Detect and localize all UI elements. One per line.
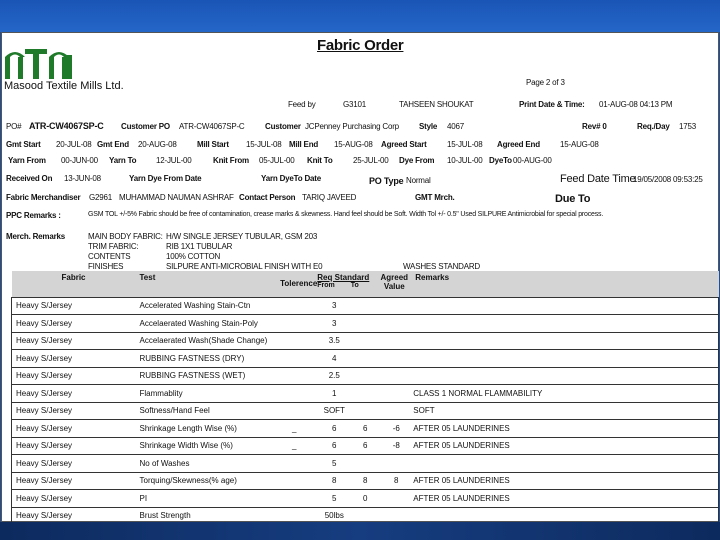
table-row [12, 315, 719, 333]
agreed-start-label: Agreed Start [381, 140, 427, 149]
header-tolerence: Tolerence [280, 279, 318, 289]
feed-date-time: 19/05/2008 09:53:25 [633, 175, 703, 184]
ppc-remarks: GSM TOL +/-5% Fabric should be free of contamination, crease marks & skewness. Hand feel should be Soft. Width Tol +/- 0.5" Used SILPURE Antimicrobial for special process. [88, 211, 604, 218]
cell-remarks [409, 350, 718, 368]
company-name: Masood Textile Mills Ltd. [4, 80, 124, 92]
cell-req-to [347, 385, 379, 403]
cell-agreed-value: -8 [379, 437, 409, 455]
slide-top-band [0, 0, 720, 32]
cell-req-from: 3 [317, 297, 347, 315]
received-on: 13-JUN-08 [64, 174, 101, 183]
cell-remarks: AFTER 05 LAUNDERINES [409, 490, 718, 508]
mill-end-label: Mill End [289, 140, 319, 149]
cell-test: Flammablity [136, 385, 268, 403]
cell-req-from: 6 [317, 437, 347, 455]
po-label: PO# [6, 122, 22, 131]
main-body-fabric-label: MAIN BODY FABRIC: [88, 232, 163, 241]
test-table [11, 271, 719, 525]
cell-remarks [409, 315, 718, 333]
yarn-dye-to-label: Yarn DyeTo Date [261, 174, 321, 183]
cell-tolerence: _ [267, 437, 317, 455]
dye-from-label: Dye From [399, 156, 435, 165]
cell-req-from: 50lbs [317, 507, 347, 525]
revision: Rev# 0 [582, 122, 607, 131]
contents-label: CONTENTS [88, 252, 131, 261]
header-fabric: Fabric [61, 273, 86, 282]
ppc-remarks-label: PPC Remarks : [6, 211, 61, 220]
cell-req-to [347, 350, 379, 368]
cell-req-from: 5 [317, 455, 347, 473]
cell-test: Shrinkage Width Wise (%) [136, 437, 268, 455]
dye-to: 00-AUG-00 [513, 156, 552, 165]
cell-agreed-value [379, 490, 409, 508]
table-row [12, 350, 719, 368]
gmt-start: 20-JUL-08 [56, 140, 92, 149]
fabric-order-document [1, 32, 719, 522]
cell-req-to: 6 [347, 437, 379, 455]
cell-test: RUBBING FASTNESS (DRY) [136, 350, 268, 368]
print-date-label: Print Date & Time: [519, 100, 585, 109]
cell-test: Accelaerated Washing Stain-Poly [136, 315, 268, 333]
cell-fabric: Heavy S/Jersey [12, 437, 136, 455]
table-row [12, 490, 719, 508]
table-row [12, 420, 719, 438]
dye-from: 10-JUL-00 [447, 156, 483, 165]
customer-po: ATR-CW4067SP-C [179, 122, 245, 131]
cell-remarks [409, 367, 718, 385]
feed-by-name: TAHSEEN SHOUKAT [399, 100, 474, 109]
cell-fabric: Heavy S/Jersey [12, 402, 136, 420]
table-row [12, 385, 719, 403]
cell-fabric: Heavy S/Jersey [12, 350, 136, 368]
cell-req-from: 6 [317, 420, 347, 438]
cell-fabric: Heavy S/Jersey [12, 490, 136, 508]
feed-by-code: G3101 [343, 100, 367, 109]
table-row [12, 332, 719, 350]
contact-person: TARIQ JAVEED [302, 193, 357, 202]
yarn-to-label: Yarn To [109, 156, 137, 165]
gmt-end: 20-AUG-08 [138, 140, 177, 149]
table-row [12, 367, 719, 385]
po-type-label: PO Type [369, 176, 404, 186]
cell-req-from: 5 [317, 490, 347, 508]
cell-agreed-value [379, 385, 409, 403]
fabric-merchandiser-label: Fabric Merchandiser [6, 193, 81, 202]
finishes-label: FINISHES [88, 262, 124, 271]
cell-req-to [347, 367, 379, 385]
cell-fabric: Heavy S/Jersey [12, 472, 136, 490]
cell-req-to [347, 402, 379, 420]
cell-fabric: Heavy S/Jersey [12, 367, 136, 385]
cell-req-to: 8 [347, 472, 379, 490]
yarn-from-label: Yarn From [8, 156, 46, 165]
cell-tolerence [267, 402, 317, 420]
cell-remarks: SOFT [409, 402, 718, 420]
cell-remarks [409, 332, 718, 350]
cell-test: No of Washes [136, 455, 268, 473]
cell-agreed-value: -6 [379, 420, 409, 438]
cell-agreed-value [379, 367, 409, 385]
cell-tolerence [267, 472, 317, 490]
contents: 100% COTTON [166, 252, 221, 261]
table-row [12, 437, 719, 455]
cell-fabric: Heavy S/Jersey [12, 297, 136, 315]
cell-tolerence [267, 297, 317, 315]
cell-test: Brust Strength [136, 507, 268, 525]
slide-bottom-band [0, 522, 720, 540]
cell-remarks: AFTER 05 LAUNDERINES [409, 472, 718, 490]
req-standard-label: Req Standard [317, 273, 370, 282]
po-type: Normal [406, 176, 431, 185]
print-date-value: 01-AUG-08 04:13 PM [599, 100, 673, 109]
received-on-label: Received On [6, 174, 53, 183]
header-agreed-value [379, 271, 409, 297]
cell-req-to: 6 [347, 420, 379, 438]
cell-req-to [347, 297, 379, 315]
cell-agreed-value [379, 315, 409, 333]
cell-test: Torquing/Skewness(% age) [136, 472, 268, 490]
cell-tolerence [267, 332, 317, 350]
from-label: From [317, 282, 335, 289]
agreed-end: 15-AUG-08 [560, 140, 599, 149]
cell-tolerence [267, 385, 317, 403]
cell-req-to [347, 455, 379, 473]
cell-test: Softness/Hand Feel [136, 402, 268, 420]
table-header [12, 271, 719, 297]
cell-remarks [409, 455, 718, 473]
cell-fabric: Heavy S/Jersey [12, 332, 136, 350]
customer: JCPenney Purchasing Corp [305, 122, 399, 131]
table-row [12, 455, 719, 473]
cell-fabric: Heavy S/Jersey [12, 385, 136, 403]
trim-fabric: RIB 1X1 TUBULAR [166, 242, 233, 251]
agreed-label: Agreed [380, 273, 409, 282]
merchandiser-code: G2961 [89, 193, 113, 202]
cell-fabric: Heavy S/Jersey [12, 315, 136, 333]
cell-fabric: Heavy S/Jersey [12, 420, 136, 438]
mill-start-label: Mill Start [197, 140, 229, 149]
cell-req-from: 1 [317, 385, 347, 403]
cell-remarks [409, 297, 718, 315]
yarn-dye-from-label: Yarn Dye From Date [129, 174, 202, 183]
cell-req-to: 0 [347, 490, 379, 508]
knit-from-label: Knit From [213, 156, 249, 165]
cell-test: Shrinkage Length Wise (%) [136, 420, 268, 438]
gmt-end-label: Gmt End [97, 140, 129, 149]
table-row [12, 402, 719, 420]
cell-req-to [347, 332, 379, 350]
header-req-standard [317, 271, 379, 297]
due-to-label: Due To [555, 193, 591, 205]
cell-agreed-value: 8 [379, 472, 409, 490]
cell-agreed-value [379, 455, 409, 473]
finishes: SILPURE ANTI-MICROBIAL FINISH WITH E0 [166, 262, 323, 271]
agreed-end-label: Agreed End [497, 140, 540, 149]
contact-person-label: Contact Person [239, 193, 296, 202]
cell-remarks: AFTER 05 LAUNDERINES [409, 420, 718, 438]
cell-req-from: SOFT [317, 402, 347, 420]
cell-req-from: 4 [317, 350, 347, 368]
po-number: ATR-CW4067SP-C [29, 121, 104, 131]
merch-remarks-label: Merch. Remarks [6, 232, 66, 241]
knit-to-label: Knit To [307, 156, 333, 165]
cell-req-from: 2.5 [317, 367, 347, 385]
page-title: Fabric Order [317, 37, 404, 54]
gmt-merch-label: GMT Mrch. [415, 193, 455, 202]
page-number: Page 2 of 3 [526, 78, 565, 87]
cell-agreed-value [379, 350, 409, 368]
style-label: Style [419, 122, 438, 131]
cell-test: PI [136, 490, 268, 508]
cell-fabric: Heavy S/Jersey [12, 507, 136, 525]
yarn-to: 12-JUL-00 [156, 156, 192, 165]
cell-tolerence [267, 315, 317, 333]
table-row [12, 472, 719, 490]
mill-start: 15-JUL-08 [246, 140, 282, 149]
mill-end: 15-AUG-08 [334, 140, 373, 149]
cell-tolerence [267, 367, 317, 385]
customer-label: Customer [265, 122, 301, 131]
company-logo [5, 47, 73, 79]
cell-test: RUBBING FASTNESS (WET) [136, 367, 268, 385]
feed-by-label: Feed by [288, 100, 316, 109]
gmt-start-label: Gmt Start [6, 140, 41, 149]
main-body-fabric: H/W SINGLE JERSEY TUBULAR, GSM 203 [166, 232, 318, 241]
washes-standard: WASHES STANDARD [403, 262, 481, 271]
header-remarks: Remarks [415, 273, 450, 282]
cell-tolerence: _ [267, 420, 317, 438]
cell-tolerence [267, 455, 317, 473]
feed-date-time-label: Feed Date Time [560, 173, 636, 185]
cell-remarks: CLASS 1 NORMAL FLAMMABILITY [409, 385, 718, 403]
table-row [12, 297, 719, 315]
cell-tolerence [267, 490, 317, 508]
knit-to: 25-JUL-00 [353, 156, 389, 165]
to-label: To [350, 282, 359, 289]
cell-agreed-value [379, 402, 409, 420]
cell-req-from: 3.5 [317, 332, 347, 350]
cell-agreed-value [379, 332, 409, 350]
cell-fabric: Heavy S/Jersey [12, 455, 136, 473]
cell-test: Accelaerated Wash(Shade Change) [136, 332, 268, 350]
cell-req-from: 8 [317, 472, 347, 490]
value-label: Value [383, 282, 405, 291]
cell-test: Accelerated Washing Stain-Ctn [136, 297, 268, 315]
header-test: Test [139, 273, 156, 282]
yarn-from: 00-JUN-00 [61, 156, 98, 165]
cell-req-from: 3 [317, 315, 347, 333]
customer-po-label: Customer PO [121, 122, 170, 131]
dye-to-label: DyeTo [489, 156, 512, 165]
agreed-start: 15-JUL-08 [447, 140, 483, 149]
cell-tolerence [267, 350, 317, 368]
merchandiser-name: MUHAMMAD NAUMAN ASHRAF [119, 193, 234, 202]
cell-req-to [347, 315, 379, 333]
style: 4067 [447, 122, 464, 131]
trim-fabric-label: TRIM FABRIC: [88, 242, 139, 251]
req-day-label: Req./Day [637, 122, 670, 131]
req-day: 1753 [679, 122, 696, 131]
knit-from: 05-JUL-00 [259, 156, 295, 165]
cell-remarks: AFTER 05 LAUNDERINES [409, 437, 718, 455]
cell-agreed-value [379, 297, 409, 315]
